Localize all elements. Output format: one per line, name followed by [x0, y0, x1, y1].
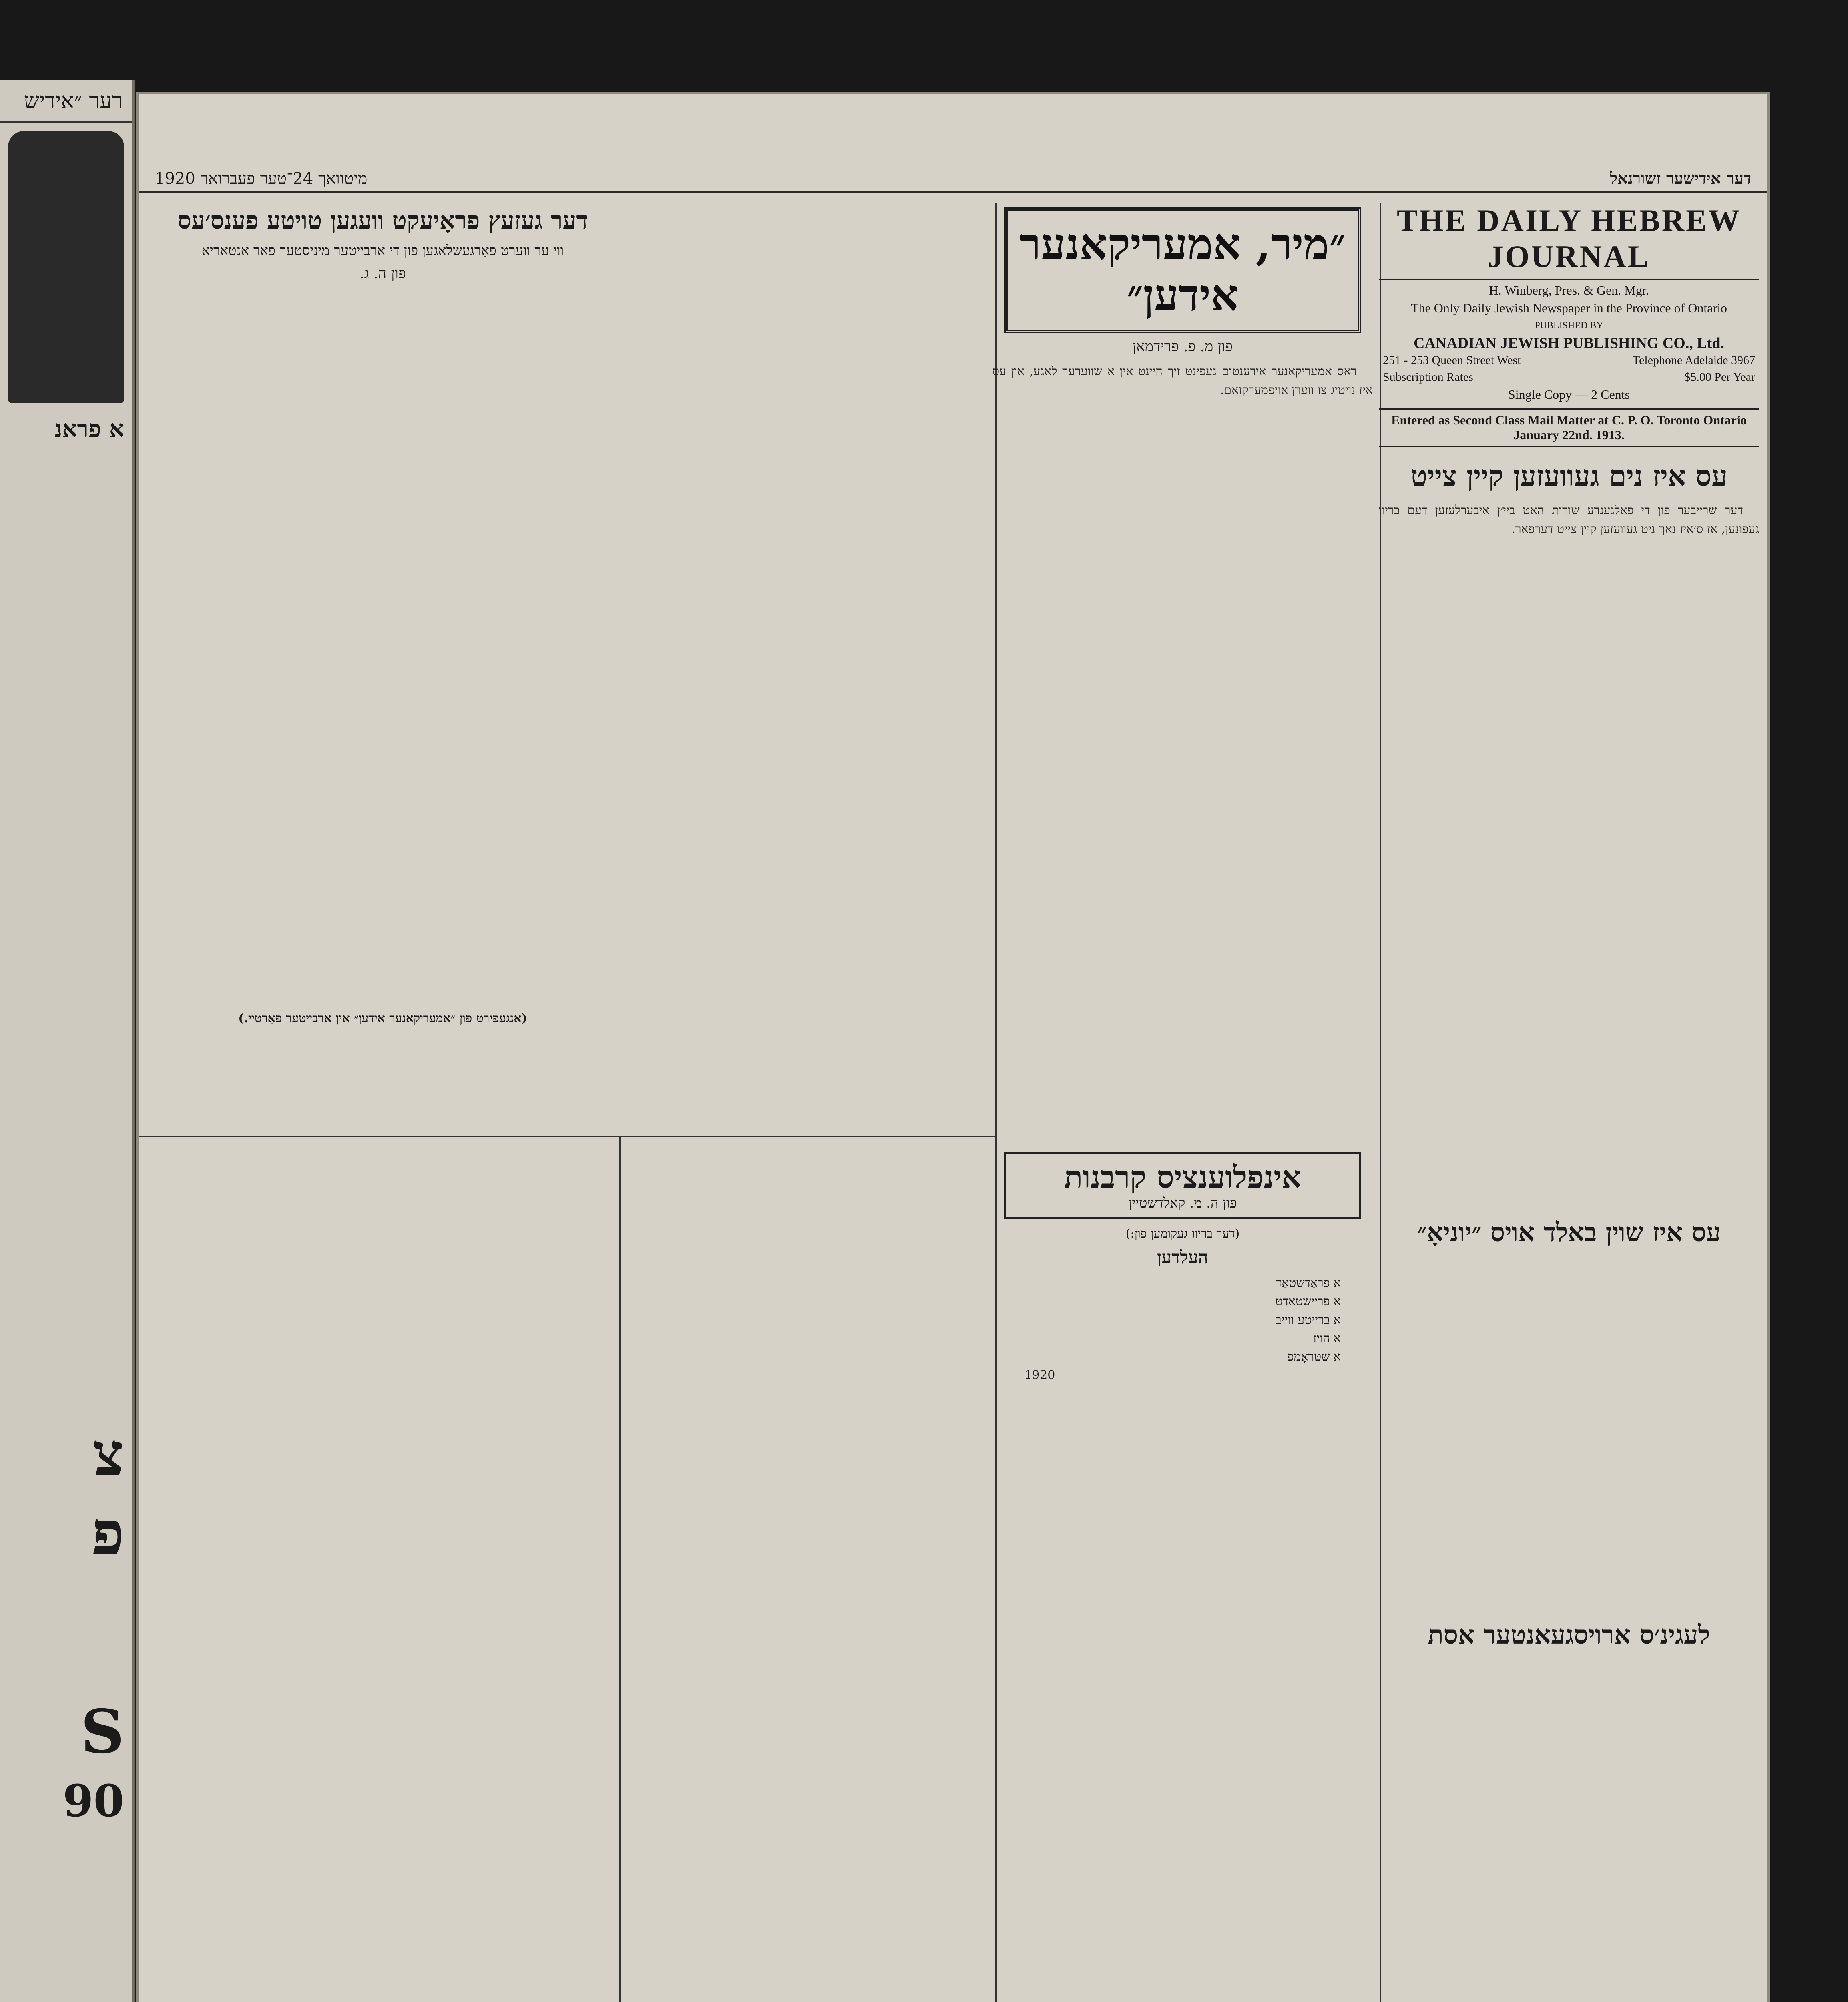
adjacent-page-strip — [0, 80, 135, 2002]
masthead-address: 251 - 253 Queen Street West — [1383, 354, 1521, 367]
boxed-article-lead: דאס אמעריקאנער אידענטום געפינט זיך היינט אין א שווערער לאגע, און עס איז נויטיג צו ווערן אויפמערקזאם. — [992, 364, 1373, 397]
running-head-title: דער אידישער זשורנאל — [1610, 169, 1751, 188]
adjacent-page-illustration — [8, 131, 124, 403]
editorial-lead-paragraph: דער שרייבער פון די פאלגענדע שורות האט ביי׳ן איבערלעזען דעם בריוו געפונען, אז ס׳איז נאך ניט געוועזען קיין צייט דערפאר. — [1379, 503, 1759, 536]
adjacent-page-text — [0, 446, 132, 1415]
masthead-rates-row — [1379, 369, 1759, 386]
boxed-article-byline: פון מ. פ. פרידמאן — [1132, 338, 1233, 355]
list-item: א פראָדשטאַד — [1276, 1276, 1341, 1290]
influenza-notice-box — [1004, 1152, 1361, 1219]
masthead-title: THE DAILY HEBREW JOURNAL — [1379, 203, 1759, 281]
masthead-telephone: Telephone Adelaide 3967 — [1632, 354, 1755, 367]
masthead-president: H. Winberg, Pres. & Gen. Mgr. — [1489, 283, 1649, 297]
list-item: א פריישטאדט — [1275, 1294, 1341, 1309]
influenza-victims-list — [992, 1274, 1373, 1366]
section-rule-lower — [139, 1136, 995, 1137]
masthead-entered-date: January 22nd. 1913. — [1513, 428, 1625, 442]
masthead-entered-notice — [1379, 408, 1759, 447]
pension-article-author: פון ה. ג. — [360, 265, 406, 282]
influenza-notice-year: 1920 — [1024, 1368, 1055, 1382]
lower-middle-body — [627, 1144, 987, 2002]
adjacent-page-cut-heading: א פראנ — [54, 415, 124, 442]
column-lower-middle-continuation — [627, 1144, 987, 2002]
column-lower-left-continuation — [147, 1144, 611, 2002]
third-editorial-body — [1379, 1658, 1759, 2002]
masthead-single-copy: Single Copy — 2 Cents — [1508, 387, 1630, 402]
column-american-jews-article — [992, 203, 1373, 1136]
masthead-rates-value: $5.00 Per Year — [1684, 370, 1755, 384]
list-item: א ברייטע ווייב — [1276, 1313, 1341, 1327]
column-masthead-editorial — [1379, 203, 1759, 2002]
pension-article-subheading: ווי ער ווערט פאָרגעשלאגען פון די ארבייטער מיניסטער פאר אנטאריא — [201, 243, 564, 259]
masthead-address-row — [1379, 352, 1759, 369]
boxed-article-title: ״מיר, אמעריקאנער אידען״ — [1004, 207, 1361, 333]
adjacent-page-big-letter-1: צ — [92, 1419, 124, 1490]
pension-article-caption: (אנגעפירט פון ״אמעריקאנער אידען״ אין ארבייטער פאַרטיי.) — [238, 1011, 527, 1025]
column-rule-3 — [619, 1136, 621, 2002]
running-head-date: מיטוואך 24־טער פעברואר 1920 — [155, 169, 368, 188]
second-editorial-body — [1379, 1256, 1759, 1608]
running-head — [139, 167, 1767, 193]
boxed-article-body — [992, 362, 1373, 400]
pension-article-body — [147, 289, 619, 1010]
influenza-list-heading: העלדען — [1157, 1247, 1209, 1268]
adjacent-page-big-letter-3: S — [80, 1696, 124, 1767]
masthead-entered-text: Entered as Second Class Mail Matter at C. P. O. Toronto Ontario — [1391, 413, 1747, 427]
column-influenza-notice — [992, 1144, 1373, 2002]
pension-article-headline: דער געזעץ פראָיעקט וועגען טויטע פענס׳עס — [177, 207, 588, 235]
adjacent-page-year-fragment: 90 — [62, 1775, 124, 1827]
masthead-rates-label: Subscription Rates — [1383, 370, 1473, 384]
adjacent-page-header: רער ״אידיש — [0, 80, 132, 123]
lower-left-body — [147, 1144, 611, 2002]
list-item: א שטראָמפ — [1287, 1350, 1341, 1364]
masthead-publisher: CANADIAN JEWISH PUBLISHING CO., Ltd. — [1414, 335, 1724, 352]
list-item: א הויז — [1313, 1331, 1341, 1345]
influenza-article-body — [992, 1385, 1373, 2002]
masthead — [1379, 203, 1759, 447]
column-pension-bill — [147, 203, 619, 1136]
influenza-notice-source: (דער בריוו געקומען פון:) — [1125, 1227, 1240, 1241]
editorial-headline: עס איז נים געוועזען קיין צייט — [1410, 459, 1727, 492]
masthead-tagline: The Only Daily Jewish Newspaper in the Province of Ontario — [1410, 301, 1727, 315]
masthead-published-by: PUBLISHED BY — [1535, 320, 1603, 331]
third-editorial-headline: לעגינ׳ס ארויסגעאנטער אסת — [1428, 1620, 1710, 1650]
newspaper-page — [136, 92, 1770, 2002]
second-editorial-headline: עס איז שוין באלד אויס ״יוניאָ״ — [1417, 1218, 1721, 1248]
influenza-notice-title: אינפלוענציס קרבנות — [1064, 1159, 1302, 1195]
adjacent-page-big-letter-2: פ — [91, 1498, 124, 1568]
influenza-notice-author: פון ה. מ. קאלדשטיין — [1128, 1195, 1237, 1211]
editorial-body — [1379, 501, 1759, 1206]
